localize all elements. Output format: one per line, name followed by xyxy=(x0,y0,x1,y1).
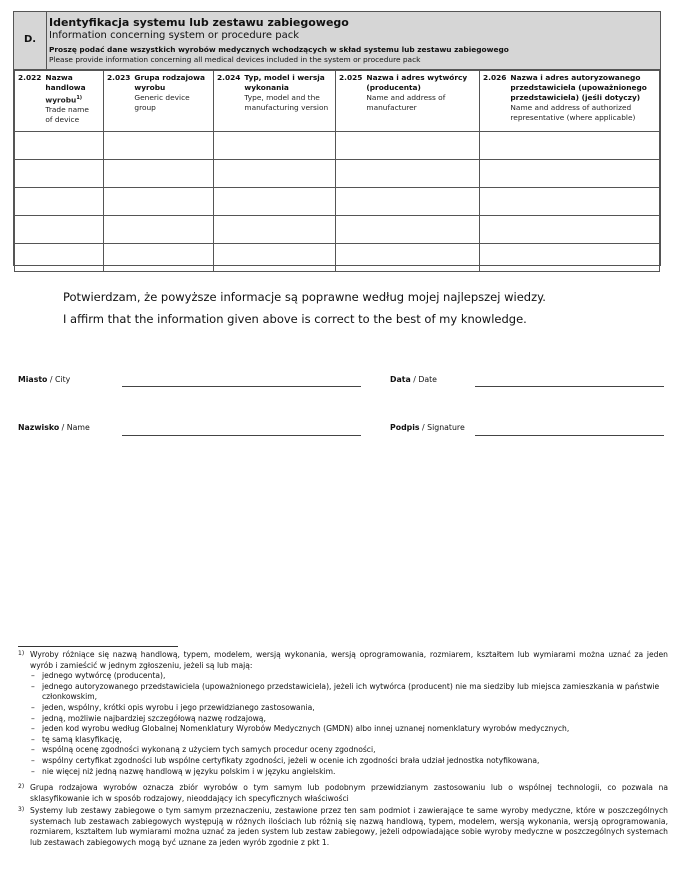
table-cell[interactable] xyxy=(214,188,336,216)
city-label: Miasto / City xyxy=(18,375,71,384)
signature-field[interactable] xyxy=(475,435,664,436)
affirm-text-en: I affirm that the information given above is correct to the best of my knowledge. xyxy=(63,312,527,326)
list-item: – jeden kod wyrobu według Globalnej Nomenklatury Wyrobów Medycznych (GMDN) albo innej uznanej nomenklatury wyrobów medycznych, xyxy=(30,724,668,735)
table-cell[interactable] xyxy=(480,160,660,188)
footnote-2: 2) Grupa rodzajowa wyrobów oznacza zbiór wyrobów o tym samym lub podobnym przewidzianym zastosowaniu lub o wspólnej technologii, co pozwala na sklasyfikowanie ich w sposób rodzajowy, nieoddający ich specyficznych właściwości xyxy=(18,783,668,803)
table-row xyxy=(15,244,660,272)
table-cell[interactable] xyxy=(214,216,336,244)
section-divider xyxy=(46,12,47,70)
table-cell[interactable] xyxy=(104,244,214,272)
col-header-trade-name: 2.022 Nazwa handlowa wyrobu$^{1)}$ Trade name of device xyxy=(15,71,104,132)
col-header-generic-group: 2.023 Grupa rodzajowa wyrobu Generic device group xyxy=(104,71,214,132)
affirm-text-pl: Potwierdzam, że powyższe informacje są poprawne według mojej najlepszej wiedzy. xyxy=(63,290,546,304)
list-item: – wspólny certyfikat zgodności lub wspólne certyfikaty zgodności, jeżeli w ocenie ich zgodności brała udział jednostka notyfikowana, xyxy=(30,756,668,767)
table-cell[interactable] xyxy=(214,132,336,160)
name-label: Nazwisko / Name xyxy=(18,423,90,432)
table-row xyxy=(15,132,660,160)
section-d xyxy=(13,11,661,266)
table-cell[interactable] xyxy=(336,216,480,244)
table-cell[interactable] xyxy=(214,160,336,188)
list-item: – wspólną ocenę zgodności wykonaną z użyciem tych samych procedur oceny zgodności, xyxy=(30,745,668,756)
devices-table xyxy=(14,70,660,272)
table-cell[interactable] xyxy=(480,244,660,272)
city-field[interactable] xyxy=(122,386,361,387)
list-item: – jeden, wspólny, krótki opis wyrobu i jego przewidzianego zastosowania, xyxy=(30,703,668,714)
list-item: – jednego autoryzowanego przedstawiciela (upoważnionego przedstawiciela), jeżeli ich wytwórca (producent) nie ma siedziby lub miejsca zamieszkania w państwie członkowskim, xyxy=(30,682,668,703)
signature-label: Podpis / Signature xyxy=(390,423,465,432)
date-label: Data / Date xyxy=(390,375,437,384)
footnote-1-list xyxy=(30,671,668,777)
table-cell[interactable] xyxy=(336,244,480,272)
table-cell[interactable] xyxy=(480,216,660,244)
list-item: – jedną, możliwie najbardziej szczegółową nazwę rodzajową, xyxy=(30,714,668,725)
footnote-3: 3) Systemy lub zestawy zabiegowe o tym samym przeznaczeniu, zestawione przez ten sam podmiot i zawierające te same wyroby medyczne, które w poszczególnych systemach lub zestawach zabiegowych występują w różnych ilościach lub różnią się nazwą handlową, typem, modelem, wersją wykonania, wersją oprogramowania, rozmiarem, kształtem lub wymiarami można uznać za jeden system lub zestaw zabiegowy, jeżeli odpowiadające sobie wyroby medyczne w poszczególnych systemach lub zestawach zabiegowych mogą być uznane za jeden wyrób zgodnie z pkt 1. xyxy=(18,806,668,847)
list-item: – tę samą klasyfikację, xyxy=(30,735,668,746)
section-header xyxy=(14,12,660,70)
table-row xyxy=(15,160,660,188)
table-cell[interactable] xyxy=(104,188,214,216)
table-cell[interactable] xyxy=(15,132,104,160)
col-header-type-model: 2.024 Typ, model i wersja wykonania Type, model and the manufacturing version xyxy=(214,71,336,132)
devices-table-header xyxy=(15,71,660,132)
list-item: – jednego wytwórcę (producenta), xyxy=(30,671,668,682)
footnote-separator xyxy=(18,646,178,647)
table-cell[interactable] xyxy=(336,160,480,188)
table-row xyxy=(15,216,660,244)
section-note-pl: Proszę podać dane wszystkich wyrobów medycznych wchodzących w skład systemu lub zestawu zabiegowego xyxy=(49,45,509,54)
section-letter: D. xyxy=(24,34,37,45)
table-row xyxy=(15,188,660,216)
section-note-en: Please provide information concerning all medical devices included in the system or procedure pack xyxy=(49,55,421,64)
table-cell[interactable] xyxy=(104,132,214,160)
table-cell[interactable] xyxy=(104,160,214,188)
name-field[interactable] xyxy=(122,435,361,436)
list-item: – nie więcej niż jedną nazwę handlową w języku polskim i w języku angielskim. xyxy=(30,767,668,778)
col-header-authorized-rep: 2.026 Nazwa i adres autoryzowanego przedstawiciela (upoważnionego przedstawiciela) (jeśli dotyczy) Name and address of authorized representative (where applicable) xyxy=(480,71,660,132)
section-subtitle: Information concerning system or procedure pack xyxy=(49,30,300,41)
footnote-1: 1) Wyroby różniące się nazwą handlową, typem, modelem, wersją wykonania, wersją oprogramowania, rozmiarem, kształtem lub wymiarami można uznać za jeden wyrób i zamieścić w jednym zgłoszeniu, jeżeli są lub mają: – jednego wytwórcę (producenta), – jednego autoryzowanego przedstawiciela (upoważnionego przedstawiciela), jeżeli ich wytwórca (producent) nie ma siedziby lub miejsca zamieszkania w państwie członkowskim, – jeden, wspólny, krótki opis wyrobu i jego przewidzianego zastosowania, – jedną, możliwie najbardziej szczegółową nazwę rodzajową, – jeden kod wyrobu według Globalnej Nomenklatury Wyrobów Medycznych (GMDN) albo innej uznanej nomenklatury wyrobów medycznych, – tę samą klasyfikację, – wspólną ocenę zgodności wykonaną z użyciem tych samych procedur oceny zgodności, – wspólny certyfikat zgodności lub wspólne certyfikaty zgodności, jeżeli w ocenie ich zgodności brała udział jednostka notyfikowana, – nie więcej niż jedną nazwę handlową w języku polskim i w języku angielskim. xyxy=(18,650,668,777)
table-cell[interactable] xyxy=(15,188,104,216)
table-cell[interactable] xyxy=(15,244,104,272)
col-header-manufacturer: 2.025 Nazwa i adres wytwórcy (producenta) Name and address of manufacturer xyxy=(336,71,480,132)
table-cell[interactable] xyxy=(104,216,214,244)
table-cell[interactable] xyxy=(15,160,104,188)
date-field[interactable] xyxy=(475,386,664,387)
table-cell[interactable] xyxy=(480,132,660,160)
table-cell[interactable] xyxy=(336,132,480,160)
table-cell[interactable] xyxy=(480,188,660,216)
table-cell[interactable] xyxy=(336,188,480,216)
section-title: Identyfikacja systemu lub zestawu zabiegowego xyxy=(49,16,349,29)
table-cell[interactable] xyxy=(15,216,104,244)
table-cell[interactable] xyxy=(214,244,336,272)
